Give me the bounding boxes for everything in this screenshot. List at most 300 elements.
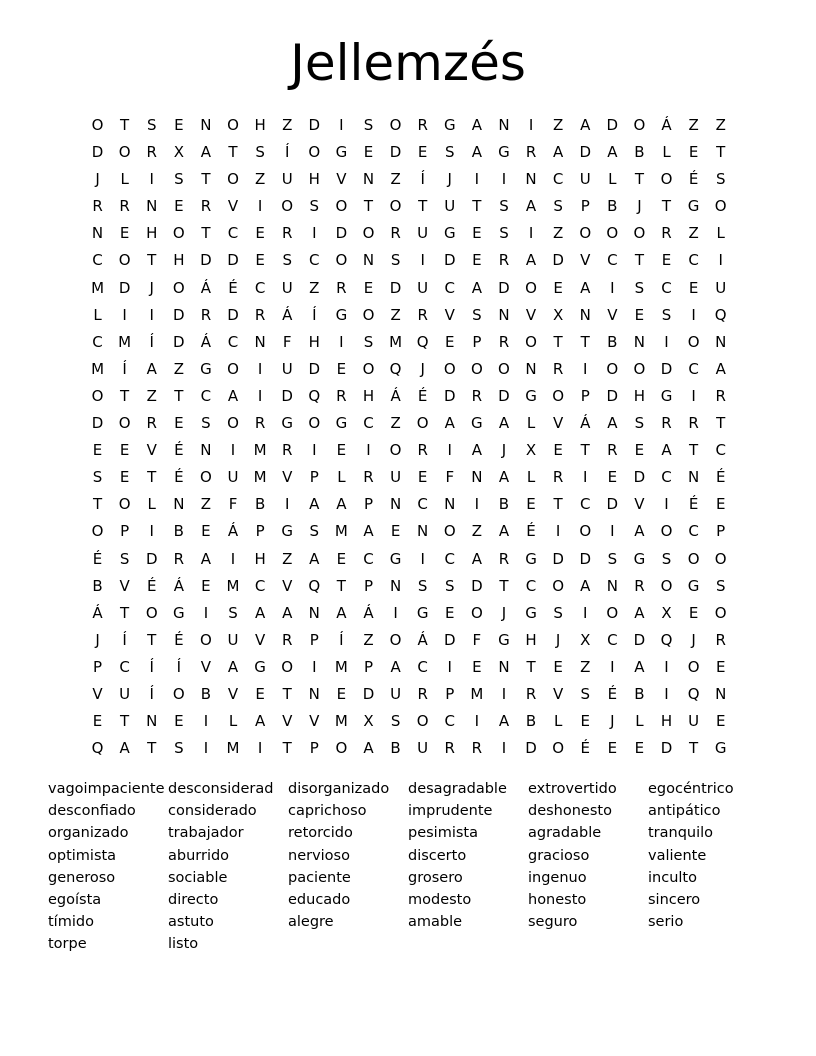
grid-letter: E bbox=[174, 414, 184, 433]
word-list-item: seguro bbox=[528, 914, 578, 931]
grid-letter: D bbox=[362, 684, 375, 703]
grid-letter: B bbox=[173, 522, 184, 541]
grid-letter: I bbox=[664, 657, 669, 676]
grid-letter: D bbox=[308, 116, 321, 134]
grid-letter: R bbox=[661, 414, 672, 433]
grid-letter: T bbox=[147, 630, 157, 649]
grid-letter: O bbox=[606, 224, 619, 243]
word-list-item: valiente bbox=[648, 847, 707, 864]
grid-letter: O bbox=[714, 603, 727, 622]
grid-letter: E bbox=[580, 712, 590, 731]
grid-letter: E bbox=[715, 712, 726, 731]
word-list-item: modesto bbox=[408, 891, 472, 908]
grid-letter: E bbox=[174, 116, 184, 134]
grid-letter: Í bbox=[149, 657, 154, 676]
grid-letter: O bbox=[579, 224, 592, 243]
grid-letter: N bbox=[173, 495, 185, 514]
grid-letter: D bbox=[443, 251, 456, 270]
grid-letter: A bbox=[471, 549, 482, 568]
grid-letter: A bbox=[553, 143, 564, 162]
grid-letter: Í bbox=[284, 143, 290, 162]
grid-letter: G bbox=[335, 305, 348, 324]
grid-letter: N bbox=[471, 468, 483, 487]
word-list-item: paciente bbox=[288, 869, 351, 886]
grid-letter: E bbox=[445, 332, 455, 351]
grid-letter: T bbox=[418, 197, 428, 216]
grid-letter: P bbox=[363, 657, 373, 676]
grid-letter: C bbox=[363, 414, 374, 433]
grid-letter: U bbox=[227, 468, 239, 487]
grid-letter: L bbox=[635, 712, 644, 731]
grid-letter: L bbox=[120, 170, 129, 189]
grid-letter: P bbox=[255, 522, 265, 541]
word-list-item: deshonesto bbox=[528, 803, 612, 820]
grid-letter: S bbox=[472, 305, 482, 324]
grid-letter: E bbox=[336, 359, 347, 378]
grid-letter: N bbox=[579, 305, 591, 324]
grid-letter: E bbox=[363, 278, 374, 297]
grid-letter: M bbox=[334, 657, 348, 676]
grid-letter: S bbox=[607, 549, 618, 568]
grid-row bbox=[84, 654, 734, 681]
grid-letter: R bbox=[634, 576, 645, 595]
grid-letter: R bbox=[200, 305, 212, 324]
grid-letter: E bbox=[255, 684, 265, 703]
grid-letter: D bbox=[633, 630, 646, 649]
grid-letter: R bbox=[661, 224, 672, 243]
grid-letter: I bbox=[312, 657, 317, 676]
grid-letter: A bbox=[471, 278, 482, 297]
word-list-item: educado bbox=[288, 891, 351, 908]
grid-letter: X bbox=[661, 603, 672, 622]
grid-letter: C bbox=[444, 278, 455, 297]
grid-letter: D bbox=[227, 251, 239, 270]
word-list-item: vagoimpaciente bbox=[48, 781, 165, 797]
grid-letter: S bbox=[445, 143, 455, 162]
grid-letter: L bbox=[662, 143, 671, 162]
grid-letter: Z bbox=[688, 224, 699, 243]
grid-letter: O bbox=[579, 522, 592, 541]
grid-letter: L bbox=[526, 468, 536, 487]
grid-letter: I bbox=[203, 712, 209, 731]
grid-letter: O bbox=[91, 522, 104, 541]
grid-letter: E bbox=[607, 739, 618, 758]
grid-letter: I bbox=[257, 739, 263, 758]
grid-letter: E bbox=[201, 522, 211, 541]
grid-letter: E bbox=[715, 495, 726, 514]
grid-letter: D bbox=[173, 305, 185, 324]
grid-letter: C bbox=[309, 251, 320, 270]
grid-row bbox=[84, 302, 734, 329]
grid-letter: I bbox=[393, 603, 398, 622]
grid-letter: D bbox=[173, 332, 185, 351]
grid-letter: Í bbox=[339, 630, 344, 649]
grid-letter: D bbox=[606, 495, 619, 514]
grid-letter: M bbox=[226, 739, 240, 758]
word-list-item: desconsiderad bbox=[168, 781, 274, 797]
word-list-item: tranquilo bbox=[648, 825, 714, 842]
grid-letter: G bbox=[660, 386, 673, 405]
grid-letter: T bbox=[634, 170, 644, 189]
grid-row bbox=[84, 329, 734, 356]
grid-letter: C bbox=[92, 251, 103, 270]
word-list-item: disorganizado bbox=[288, 781, 390, 797]
grid-row bbox=[84, 600, 734, 627]
grid-letter: S bbox=[634, 278, 645, 297]
grid-letter: V bbox=[227, 197, 239, 216]
grid-letter: Á bbox=[390, 386, 401, 405]
grid-letter: I bbox=[447, 441, 452, 460]
grid-letter: E bbox=[634, 739, 645, 758]
grid-letter: D bbox=[389, 143, 402, 162]
grid-letter: S bbox=[309, 522, 320, 541]
grid-letter: G bbox=[443, 224, 456, 243]
grid-letter: B bbox=[254, 495, 266, 514]
word-list-item: nervioso bbox=[288, 847, 350, 864]
grid-letter: D bbox=[91, 414, 104, 433]
grid-letter: N bbox=[308, 684, 320, 703]
grid-row bbox=[84, 383, 734, 410]
grid-letter: Q bbox=[660, 630, 673, 649]
grid-letter: R bbox=[525, 684, 537, 703]
grid-letter: M bbox=[334, 712, 348, 731]
grid-letter: R bbox=[417, 116, 428, 134]
grid-letter: Q bbox=[308, 576, 321, 595]
grid-letter: N bbox=[200, 441, 212, 460]
grid-letter: A bbox=[661, 441, 672, 460]
grid-row bbox=[84, 627, 734, 654]
grid-letter: C bbox=[227, 224, 239, 243]
grid-letter: G bbox=[498, 143, 510, 162]
grid-letter: A bbox=[715, 359, 726, 378]
grid-letter: Z bbox=[471, 522, 482, 541]
grid-letter: I bbox=[420, 549, 425, 568]
grid-letter: A bbox=[498, 522, 510, 541]
grid-letter: N bbox=[308, 603, 320, 622]
grid-letter: T bbox=[228, 143, 238, 162]
grid-letter: É bbox=[146, 576, 157, 595]
grid-letter: F bbox=[228, 495, 238, 514]
word-list-item: directo bbox=[168, 891, 219, 908]
grid-letter: C bbox=[200, 386, 212, 405]
grid-letter: R bbox=[715, 630, 726, 649]
grid-letter: S bbox=[119, 549, 130, 568]
grid-letter: M bbox=[334, 522, 348, 541]
grid-letter: V bbox=[282, 712, 293, 731]
grid-letter: X bbox=[173, 143, 184, 162]
grid-letter: J bbox=[95, 630, 100, 649]
grid-letter: V bbox=[282, 576, 293, 595]
word-list-item: grosero bbox=[408, 869, 463, 886]
grid-letter: I bbox=[420, 251, 425, 270]
grid-letter: G bbox=[633, 549, 646, 568]
grid-letter: A bbox=[607, 143, 618, 162]
grid-letter: Í bbox=[312, 305, 317, 324]
grid-letter: Í bbox=[149, 332, 154, 351]
grid-letter: C bbox=[688, 251, 699, 270]
word-list-item: desconfiado bbox=[48, 803, 136, 820]
grid-letter: G bbox=[335, 143, 348, 162]
grid-letter: E bbox=[634, 305, 645, 324]
grid-letter: Z bbox=[146, 386, 157, 405]
grid-letter: A bbox=[471, 116, 482, 134]
grid-letter: H bbox=[308, 332, 320, 351]
grid-letter: C bbox=[417, 495, 428, 514]
grid-letter: A bbox=[471, 143, 482, 162]
grid-letter: O bbox=[91, 386, 104, 405]
grid-letter: Á bbox=[661, 116, 672, 134]
grid-letter: P bbox=[309, 739, 319, 758]
grid-letter: R bbox=[715, 386, 726, 405]
grid-letter: R bbox=[471, 739, 483, 758]
grid-letter: S bbox=[417, 576, 428, 595]
grid-letter: C bbox=[363, 549, 374, 568]
grid-letter: S bbox=[553, 603, 563, 622]
grid-letter: D bbox=[633, 468, 646, 487]
grid-letter: I bbox=[528, 224, 534, 243]
grid-letter: I bbox=[230, 441, 236, 460]
grid-letter: C bbox=[607, 251, 618, 270]
grid-letter: S bbox=[92, 468, 103, 487]
grid-letter: E bbox=[688, 603, 699, 622]
grid-letter: G bbox=[498, 630, 510, 649]
grid-letter: R bbox=[281, 224, 293, 243]
grid-letter: G bbox=[525, 549, 537, 568]
grid-letter: A bbox=[580, 116, 591, 134]
grid-letter: M bbox=[253, 468, 267, 487]
grid-letter: N bbox=[715, 332, 727, 351]
grid-letter: S bbox=[715, 170, 726, 189]
grid-letter: D bbox=[660, 739, 673, 758]
grid-letter: D bbox=[227, 305, 239, 324]
grid-letter: E bbox=[336, 549, 347, 568]
grid-letter: V bbox=[227, 684, 239, 703]
grid-letter: J bbox=[149, 278, 154, 297]
grid-letter: O bbox=[552, 576, 565, 595]
grid-letter: T bbox=[174, 386, 184, 405]
grid-letter: É bbox=[228, 278, 238, 297]
grid-letter: I bbox=[528, 116, 534, 134]
grid-letter: O bbox=[552, 386, 565, 405]
grid-letter: J bbox=[420, 359, 425, 378]
word-list-item: astuto bbox=[168, 914, 214, 931]
word-list-item: torpe bbox=[48, 936, 87, 953]
grid-letter: O bbox=[416, 414, 429, 433]
grid-letter: O bbox=[389, 630, 402, 649]
grid-letter: I bbox=[339, 116, 344, 134]
grid-letter: I bbox=[501, 170, 507, 189]
grid-letter: A bbox=[336, 495, 347, 514]
grid-letter: O bbox=[389, 197, 402, 216]
grid-letter: I bbox=[149, 170, 154, 189]
grid-letter: I bbox=[203, 603, 209, 622]
word-list-item: serio bbox=[648, 914, 684, 931]
grid-row bbox=[84, 220, 734, 247]
grid-letter: C bbox=[715, 441, 726, 460]
grid-letter: H bbox=[525, 630, 537, 649]
grid-letter: D bbox=[498, 278, 510, 297]
grid-letter: O bbox=[714, 549, 727, 568]
grid-letter: T bbox=[472, 197, 482, 216]
grid-letter: T bbox=[120, 116, 130, 134]
grid-letter: Z bbox=[580, 657, 591, 676]
grid-letter: D bbox=[606, 116, 619, 134]
grid-letter: V bbox=[119, 576, 130, 595]
grid-letter: E bbox=[119, 224, 130, 243]
grid-letter: O bbox=[498, 359, 510, 378]
grid-letter: Z bbox=[688, 116, 699, 134]
grid-letter: I bbox=[203, 739, 209, 758]
grid-letter: N bbox=[687, 468, 700, 487]
grid-letter: H bbox=[660, 712, 673, 731]
grid-letter: Í bbox=[149, 684, 154, 703]
grid-letter: V bbox=[92, 684, 103, 703]
grid-letter: L bbox=[228, 712, 238, 731]
grid-letter: E bbox=[336, 441, 347, 460]
grid-letter: A bbox=[607, 414, 618, 433]
grid-letter: E bbox=[336, 684, 347, 703]
grid-letter: O bbox=[525, 278, 537, 297]
grid-letter: M bbox=[91, 359, 105, 378]
grid-letter: T bbox=[363, 197, 374, 216]
grid-letter: I bbox=[474, 712, 480, 731]
grid-letter: E bbox=[119, 441, 130, 460]
grid-letter: A bbox=[336, 603, 347, 622]
grid-letter: O bbox=[443, 359, 456, 378]
grid-letter: O bbox=[118, 143, 131, 162]
grid-letter: T bbox=[661, 197, 672, 216]
grid-letter: I bbox=[257, 197, 263, 216]
grid-letter: E bbox=[119, 468, 130, 487]
grid-letter: U bbox=[417, 278, 429, 297]
grid-letter: Z bbox=[390, 414, 401, 433]
grid-row bbox=[84, 464, 734, 491]
word-list-item: extrovertido bbox=[528, 781, 617, 797]
grid-letter: P bbox=[309, 630, 319, 649]
grid-letter: A bbox=[227, 657, 239, 676]
grid-letter: L bbox=[337, 468, 346, 487]
grid-letter: D bbox=[552, 549, 564, 568]
grid-letter: G bbox=[525, 603, 537, 622]
grid-letter: A bbox=[498, 414, 510, 433]
grid-letter: A bbox=[200, 549, 212, 568]
grid-letter: R bbox=[200, 197, 212, 216]
grid-letter: C bbox=[444, 712, 455, 731]
grid-letter: A bbox=[309, 495, 320, 514]
grid-letter: E bbox=[634, 441, 645, 460]
word-list-item: organizado bbox=[48, 825, 129, 842]
grid-letter: I bbox=[664, 684, 669, 703]
grid-letter: O bbox=[118, 251, 131, 270]
grid-letter: H bbox=[308, 170, 320, 189]
word-list-item: desagradable bbox=[408, 781, 507, 797]
grid-row bbox=[84, 247, 734, 274]
grid-letter: N bbox=[362, 170, 375, 189]
grid-letter: S bbox=[580, 684, 590, 703]
grid-letter: É bbox=[688, 170, 699, 189]
grid-letter: E bbox=[92, 712, 103, 731]
grid-letter: E bbox=[201, 576, 211, 595]
grid-letter: T bbox=[147, 468, 157, 487]
grid-letter: O bbox=[227, 116, 239, 134]
grid-letter: H bbox=[633, 386, 646, 405]
grid-letter: R bbox=[336, 278, 347, 297]
grid-letter: U bbox=[417, 224, 429, 243]
grid-letter: I bbox=[230, 549, 236, 568]
grid-letter: E bbox=[92, 441, 103, 460]
grid-letter: P bbox=[716, 522, 726, 541]
grid-letter: V bbox=[553, 414, 564, 433]
grid-letter: Á bbox=[92, 603, 103, 622]
grid-letter: I bbox=[284, 495, 290, 514]
grid-letter: S bbox=[499, 224, 509, 243]
grid-letter: T bbox=[201, 224, 211, 243]
grid-row bbox=[84, 112, 734, 139]
grid-row bbox=[84, 735, 734, 762]
grid-letter: O bbox=[227, 414, 239, 433]
grid-letter: T bbox=[526, 657, 536, 676]
grid-letter: Z bbox=[254, 170, 266, 189]
grid-row bbox=[84, 546, 734, 573]
grid-letter: S bbox=[174, 170, 184, 189]
grid-letter: R bbox=[552, 359, 564, 378]
grid-letter: F bbox=[282, 332, 292, 351]
grid-letter: T bbox=[580, 332, 590, 351]
grid-letter: V bbox=[309, 712, 320, 731]
grid-letter: J bbox=[95, 170, 100, 189]
grid-letter: Á bbox=[580, 414, 591, 433]
grid-letter: E bbox=[607, 468, 618, 487]
grid-letter: Q bbox=[714, 305, 727, 324]
grid-letter: R bbox=[254, 305, 266, 324]
grid-letter: G bbox=[173, 603, 185, 622]
grid-letter: Q bbox=[91, 739, 104, 758]
grid-letter: U bbox=[281, 170, 293, 189]
grid-letter: O bbox=[633, 359, 646, 378]
grid-letter: É bbox=[174, 630, 184, 649]
grid-letter: O bbox=[687, 549, 700, 568]
grid-letter: N bbox=[91, 224, 104, 243]
grid-letter: E bbox=[174, 197, 184, 216]
grid-letter: P bbox=[472, 332, 482, 351]
grid-letter: S bbox=[715, 576, 726, 595]
grid-letter: R bbox=[390, 224, 401, 243]
grid-letter: F bbox=[472, 630, 482, 649]
grid-letter: O bbox=[660, 170, 673, 189]
grid-letter: O bbox=[389, 441, 402, 460]
grid-letter: N bbox=[525, 359, 537, 378]
grid-letter: M bbox=[470, 684, 484, 703]
grid-letter: R bbox=[417, 684, 428, 703]
grid-letter: G bbox=[200, 359, 212, 378]
grid-letter: E bbox=[553, 441, 563, 460]
word-list-item: honesto bbox=[528, 891, 587, 908]
grid-letter: R bbox=[417, 305, 428, 324]
grid-letter: R bbox=[688, 414, 699, 433]
grid-letter: O bbox=[416, 712, 429, 731]
grid-letter: T bbox=[716, 143, 726, 162]
grid-letter: Á bbox=[200, 278, 212, 297]
grid-letter: Z bbox=[200, 495, 212, 514]
grid-letter: A bbox=[634, 603, 645, 622]
grid-letter: Z bbox=[553, 116, 564, 134]
grid-letter: H bbox=[362, 386, 375, 405]
grid-letter: Q bbox=[308, 386, 321, 405]
grid-letter: Q bbox=[416, 332, 429, 351]
grid-letter: R bbox=[363, 468, 374, 487]
grid-letter: S bbox=[499, 197, 509, 216]
grid-letter: G bbox=[471, 414, 483, 433]
